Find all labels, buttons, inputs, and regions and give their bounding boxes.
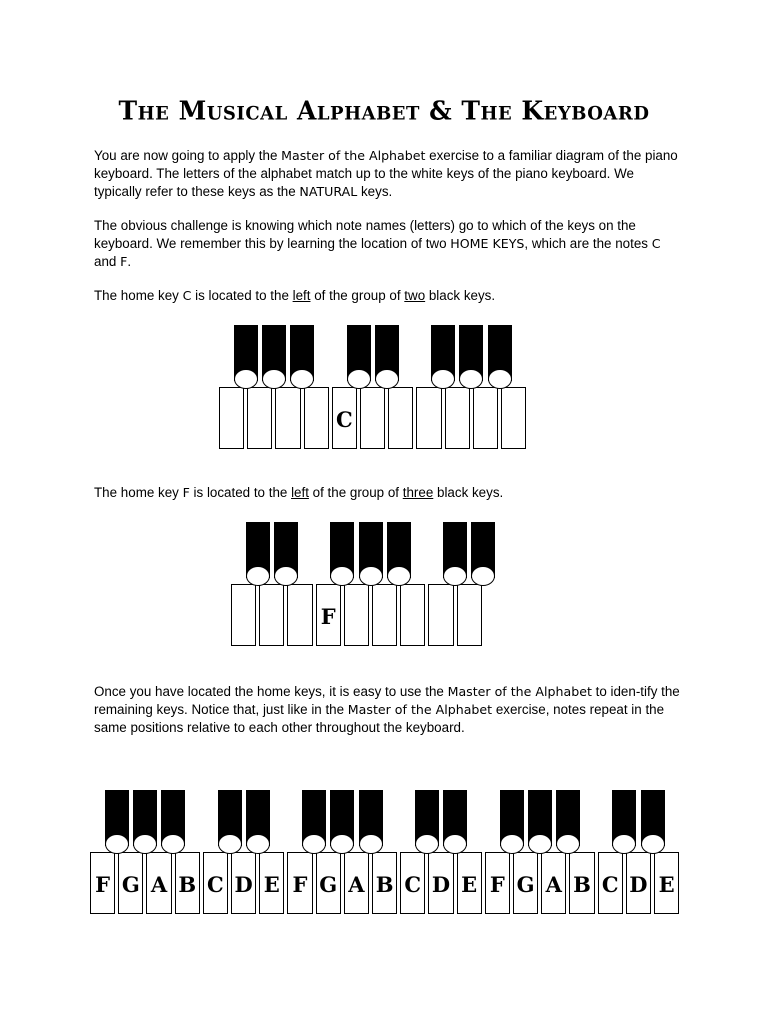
text-run: Once you have located the home keys, it is easy to use the (94, 684, 448, 699)
black-key-circle (218, 834, 242, 854)
text-run: of the group of (308, 485, 403, 500)
key-label: D (431, 872, 451, 897)
text-run: black keys. (425, 288, 496, 303)
white-key (247, 387, 272, 449)
white-key (219, 387, 244, 449)
underlined-left: left (292, 288, 311, 303)
keyword-f: F (182, 485, 190, 500)
text-run: is located to the (191, 288, 293, 303)
text-run: of the group of (310, 288, 405, 303)
black-key-circle (290, 369, 314, 389)
black-key-circle (641, 834, 665, 854)
white-key (287, 584, 312, 646)
home-keys-paragraph (94, 217, 684, 271)
text-run: to iden-tify the remaining keys. Notice that, just like in the (94, 684, 680, 717)
key-label: B (178, 872, 197, 897)
white-key (360, 387, 385, 449)
key-label: F (489, 872, 505, 897)
white-key (388, 387, 413, 449)
black-key-circle (262, 369, 286, 389)
black-key-circle (488, 369, 512, 389)
white-key (473, 387, 498, 449)
key-label: B (375, 872, 394, 897)
page-title: The Musical Alphabet & The Keyboard (118, 95, 650, 126)
white-key (231, 584, 256, 646)
underlined-three: three (402, 485, 434, 500)
key-label: D (629, 872, 648, 897)
black-key-circle (375, 369, 399, 389)
black-key-circle (274, 566, 298, 586)
keyboard-diagram-full (90, 790, 682, 914)
keyboard-diagram-c (219, 325, 529, 449)
key-label: C (601, 872, 619, 897)
black-key-circle (161, 834, 185, 854)
keyword-c: C (182, 288, 192, 303)
keyword-f: F (120, 254, 128, 269)
black-key-circle (612, 834, 636, 854)
key-label: A (545, 872, 562, 897)
black-key-circle (330, 834, 354, 854)
white-key (428, 584, 453, 646)
key-label: C (207, 872, 224, 897)
key-label: E (461, 872, 478, 897)
black-key-circle (359, 834, 383, 854)
black-key-circle (443, 566, 467, 586)
text-run: . (127, 254, 132, 269)
white-key (457, 584, 482, 646)
keyword-master-of-the-alphabet: Master of the Alphabet (281, 148, 426, 163)
key-label: G (121, 872, 140, 897)
key-label: E (658, 872, 675, 897)
keyword-master-of-the-alphabet: Master of the Alphabet (347, 702, 493, 717)
white-key (400, 584, 425, 646)
key-label: A (348, 872, 365, 897)
text-run: You are now going to apply the (94, 148, 282, 163)
key-label: B (573, 872, 591, 897)
black-key-circle (459, 369, 483, 389)
keyboard-diagram-f (231, 522, 485, 646)
white-key (501, 387, 526, 449)
black-key-circle (105, 834, 129, 854)
text-run: keys. (357, 184, 393, 199)
black-key-circle (431, 369, 455, 389)
white-key (259, 584, 284, 646)
white-key (416, 387, 441, 449)
black-key-circle (471, 566, 495, 586)
text-run: exercise to a familiar diagram of the piano keyboard. The letters of the alphabet match up to the white keys of the piano keyboard. We typically refer to these keys as the (94, 148, 678, 199)
key-label: F (95, 872, 111, 897)
key-label: C (336, 407, 353, 432)
key-label: A (150, 872, 168, 897)
text-run: The obvious challenge is knowing which note names (letters) go to which of the keys on the keyboard. We remember this by learning the location of two (94, 218, 636, 251)
text-run: and (94, 254, 121, 269)
black-key-circle (359, 566, 383, 586)
underlined-left: left (291, 485, 309, 500)
key-label: F (320, 604, 336, 629)
text-run: The home key (94, 288, 183, 303)
home-key-f-paragraph (94, 484, 684, 502)
text-run: The home key (94, 485, 183, 500)
keyword-master-of-the-alphabet: Master of the Alphabet (447, 684, 592, 699)
keyword-c: C (651, 236, 661, 251)
keyword-home-keys: HOME KEYS (450, 236, 525, 251)
remaining-keys-paragraph (94, 683, 684, 737)
white-key (372, 584, 397, 646)
white-key (344, 584, 369, 646)
key-label: C (404, 872, 422, 897)
white-key (445, 387, 470, 449)
white-key (304, 387, 329, 449)
black-key-circle (330, 566, 354, 586)
black-key-circle (234, 369, 258, 389)
key-label: F (292, 872, 308, 897)
key-label: G (516, 872, 535, 897)
black-key-circle (246, 834, 270, 854)
text-run: is located to the (189, 485, 292, 500)
black-key-circle (133, 834, 157, 854)
black-key-circle (387, 566, 411, 586)
black-key-circle (415, 834, 439, 854)
black-key-circle (556, 834, 580, 854)
text-run: exercise, notes repeat in the same positions relative to each other throughout the keyboard. (94, 702, 665, 735)
text-run: , which are the notes (524, 236, 652, 251)
keyword-natural: NATURAL (299, 184, 358, 199)
black-key-circle (443, 834, 467, 854)
black-key-circle (528, 834, 552, 854)
text-run: black keys. (433, 485, 504, 500)
intro-paragraph (94, 147, 684, 201)
black-key-circle (246, 566, 270, 586)
black-key-circle (347, 369, 371, 389)
underlined-two: two (404, 288, 426, 303)
key-label: G (319, 872, 338, 897)
home-key-c-paragraph (94, 287, 684, 305)
key-label: D (234, 872, 253, 897)
black-key-circle (500, 834, 524, 854)
white-key (275, 387, 300, 449)
black-key-circle (302, 834, 326, 854)
key-label: E (263, 872, 280, 897)
